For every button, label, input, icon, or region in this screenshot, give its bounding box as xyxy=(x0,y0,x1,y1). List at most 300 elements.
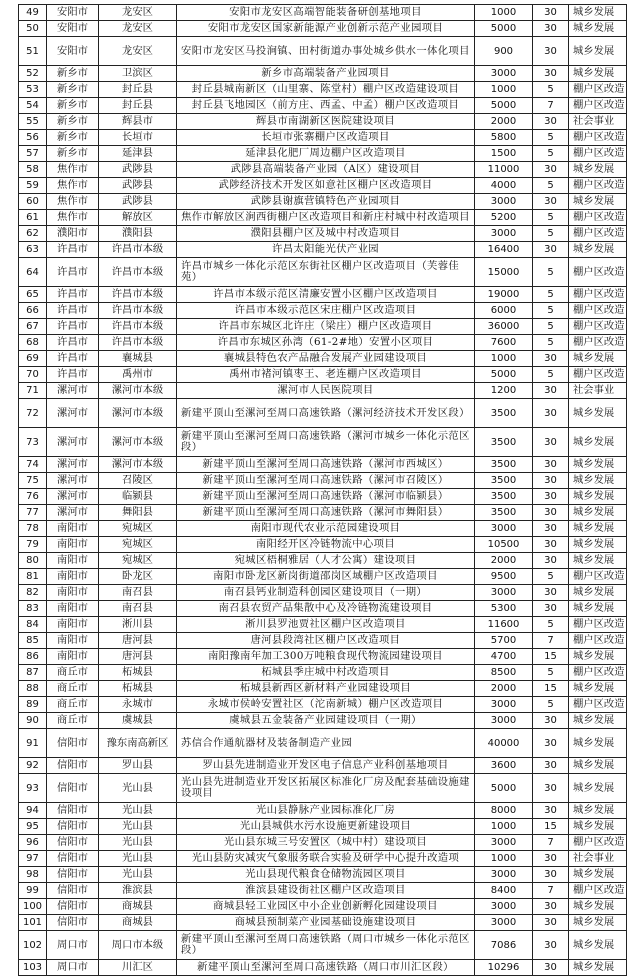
district-cell: 封丘县 xyxy=(99,98,177,114)
category-cell: 城乡发展 xyxy=(569,649,627,665)
years-cell: 30 xyxy=(533,960,569,976)
project-name-cell: 武陟县高端装备产业园（A区）建设项目 xyxy=(177,162,475,178)
district-cell: 武陟县 xyxy=(99,162,177,178)
category-cell: 城乡发展 xyxy=(569,867,627,883)
row-number: 73 xyxy=(19,428,47,457)
row-number: 55 xyxy=(19,114,47,130)
city-cell: 许昌市 xyxy=(47,258,99,287)
amount-cell: 3000 xyxy=(475,867,533,883)
years-cell: 30 xyxy=(533,867,569,883)
category-cell: 棚户区改造 xyxy=(569,98,627,114)
city-cell: 漯河市 xyxy=(47,399,99,428)
city-cell: 南阳市 xyxy=(47,569,99,585)
years-cell: 30 xyxy=(533,21,569,37)
row-number: 76 xyxy=(19,489,47,505)
district-cell: 唐河县 xyxy=(99,649,177,665)
row-number: 77 xyxy=(19,505,47,521)
district-cell: 柘城县 xyxy=(99,681,177,697)
years-cell: 30 xyxy=(533,758,569,774)
district-cell: 虞城县 xyxy=(99,713,177,729)
city-cell: 信阳市 xyxy=(47,867,99,883)
category-cell: 城乡发展 xyxy=(569,162,627,178)
city-cell: 新乡市 xyxy=(47,114,99,130)
amount-cell: 3600 xyxy=(475,758,533,774)
category-cell: 城乡发展 xyxy=(569,21,627,37)
table-row xyxy=(19,428,627,457)
amount-cell: 1000 xyxy=(475,82,533,98)
table-row xyxy=(19,130,627,146)
table-row xyxy=(19,5,627,21)
project-name-cell: 光山县防灾减灾气象服务联合实验及研学中心提升改造项 xyxy=(177,851,475,867)
category-cell: 城乡发展 xyxy=(569,351,627,367)
project-name-cell: 封丘县飞地园区（前方庄、西孟、中孟）棚户区改造项目 xyxy=(177,98,475,114)
city-cell: 商丘市 xyxy=(47,697,99,713)
project-name-cell: 光山县东城三号安置区（城中村）建设项目 xyxy=(177,835,475,851)
district-cell: 许昌市本级 xyxy=(99,287,177,303)
city-cell: 濮阳市 xyxy=(47,226,99,242)
years-cell: 15 xyxy=(533,649,569,665)
category-cell: 城乡发展 xyxy=(569,428,627,457)
years-cell: 30 xyxy=(533,457,569,473)
category-cell: 社会事业 xyxy=(569,114,627,130)
project-name-cell: 苏信合作通航器材及装备制造产业园 xyxy=(177,729,475,758)
city-cell: 信阳市 xyxy=(47,883,99,899)
row-number: 100 xyxy=(19,899,47,915)
years-cell: 5 xyxy=(533,178,569,194)
years-cell: 5 xyxy=(533,210,569,226)
table-row xyxy=(19,82,627,98)
amount-cell: 16400 xyxy=(475,242,533,258)
project-name-cell: 虞城县五金装备产业园建设项目（一期） xyxy=(177,713,475,729)
row-number: 91 xyxy=(19,729,47,758)
row-number: 96 xyxy=(19,835,47,851)
project-name-cell: 焦作市解放区涧西街棚户区改造项目和新庄村城中村改造项目 xyxy=(177,210,475,226)
project-name-cell: 长垣市张寨棚户区改造项目 xyxy=(177,130,475,146)
district-cell: 漯河市本级 xyxy=(99,457,177,473)
amount-cell: 3500 xyxy=(475,457,533,473)
years-cell: 30 xyxy=(533,473,569,489)
project-name-cell: 新建平顶山至漯河至周口高速铁路（周口市城乡一体化示范区段） xyxy=(177,931,475,960)
district-cell: 光山县 xyxy=(99,803,177,819)
city-cell: 南阳市 xyxy=(47,601,99,617)
district-cell: 宛城区 xyxy=(99,521,177,537)
district-cell: 延津县 xyxy=(99,146,177,162)
amount-cell: 3000 xyxy=(475,915,533,931)
category-cell: 棚户区改造 xyxy=(569,303,627,319)
district-cell: 龙安区 xyxy=(99,21,177,37)
project-name-cell: 罗山县先进制造业开发区电子信息产业科创基地项目 xyxy=(177,758,475,774)
table-row xyxy=(19,931,627,960)
table-row xyxy=(19,178,627,194)
city-cell: 信阳市 xyxy=(47,819,99,835)
table-row xyxy=(19,553,627,569)
category-cell: 城乡发展 xyxy=(569,713,627,729)
years-cell: 5 xyxy=(533,319,569,335)
district-cell: 周口市本级 xyxy=(99,931,177,960)
district-cell: 淮滨县 xyxy=(99,883,177,899)
amount-cell: 3500 xyxy=(475,505,533,521)
category-cell: 城乡发展 xyxy=(569,537,627,553)
years-cell: 30 xyxy=(533,803,569,819)
city-cell: 漯河市 xyxy=(47,489,99,505)
district-cell: 漯河市本级 xyxy=(99,428,177,457)
years-cell: 30 xyxy=(533,899,569,915)
amount-cell: 8000 xyxy=(475,803,533,819)
amount-cell: 11600 xyxy=(475,617,533,633)
city-cell: 新乡市 xyxy=(47,66,99,82)
city-cell: 信阳市 xyxy=(47,729,99,758)
district-cell: 南召县 xyxy=(99,585,177,601)
district-cell: 卧龙区 xyxy=(99,569,177,585)
district-cell: 豫东南高新区 xyxy=(99,729,177,758)
row-number: 78 xyxy=(19,521,47,537)
city-cell: 新乡市 xyxy=(47,82,99,98)
city-cell: 信阳市 xyxy=(47,915,99,931)
project-name-cell: 新建平顶山至漯河至周口高速铁路（漯河市城乡一体化示范区段） xyxy=(177,428,475,457)
row-number: 98 xyxy=(19,867,47,883)
table-row xyxy=(19,303,627,319)
district-cell: 封丘县 xyxy=(99,82,177,98)
category-cell: 棚户区改造 xyxy=(569,130,627,146)
project-name-cell: 武陟县谢旗营镇特色产业园项目 xyxy=(177,194,475,210)
table-row xyxy=(19,66,627,82)
category-cell: 社会事业 xyxy=(569,851,627,867)
city-cell: 信阳市 xyxy=(47,851,99,867)
row-number: 59 xyxy=(19,178,47,194)
table-row xyxy=(19,960,627,976)
city-cell: 安阳市 xyxy=(47,5,99,21)
project-name-cell: 武陟经济技术开发区如意社区棚户区改造项目 xyxy=(177,178,475,194)
row-number: 81 xyxy=(19,569,47,585)
category-cell: 城乡发展 xyxy=(569,729,627,758)
years-cell: 30 xyxy=(533,5,569,21)
row-number: 64 xyxy=(19,258,47,287)
amount-cell: 3000 xyxy=(475,66,533,82)
table-row xyxy=(19,21,627,37)
amount-cell: 7086 xyxy=(475,931,533,960)
amount-cell: 5300 xyxy=(475,601,533,617)
row-number: 65 xyxy=(19,287,47,303)
row-number: 70 xyxy=(19,367,47,383)
row-number: 71 xyxy=(19,383,47,399)
city-cell: 信阳市 xyxy=(47,803,99,819)
amount-cell: 1000 xyxy=(475,819,533,835)
district-cell: 许昌市本级 xyxy=(99,303,177,319)
row-number: 82 xyxy=(19,585,47,601)
amount-cell: 2000 xyxy=(475,681,533,697)
row-number: 95 xyxy=(19,819,47,835)
amount-cell: 11000 xyxy=(475,162,533,178)
table-row xyxy=(19,351,627,367)
district-cell: 许昌市本级 xyxy=(99,335,177,351)
amount-cell: 3500 xyxy=(475,473,533,489)
table-row xyxy=(19,37,627,66)
category-cell: 城乡发展 xyxy=(569,758,627,774)
amount-cell: 1500 xyxy=(475,146,533,162)
years-cell: 30 xyxy=(533,915,569,931)
years-cell: 30 xyxy=(533,713,569,729)
amount-cell: 2000 xyxy=(475,553,533,569)
city-cell: 南阳市 xyxy=(47,633,99,649)
city-cell: 周口市 xyxy=(47,931,99,960)
project-name-cell: 柘城县新西区新材料产业园建设项目 xyxy=(177,681,475,697)
years-cell: 30 xyxy=(533,351,569,367)
district-cell: 永城市 xyxy=(99,697,177,713)
amount-cell: 1000 xyxy=(475,851,533,867)
table-row xyxy=(19,713,627,729)
row-number: 63 xyxy=(19,242,47,258)
category-cell: 棚户区改造 xyxy=(569,82,627,98)
project-name-cell: 南阳豫南年加工300万吨粮食现代物流园建设项目 xyxy=(177,649,475,665)
district-cell: 襄城县 xyxy=(99,351,177,367)
table-row xyxy=(19,319,627,335)
city-cell: 漯河市 xyxy=(47,383,99,399)
project-name-cell: 新建平顶山至漯河至周口高速铁路（漯河市西城区） xyxy=(177,457,475,473)
district-cell: 濮阳县 xyxy=(99,226,177,242)
table-row xyxy=(19,803,627,819)
city-cell: 焦作市 xyxy=(47,194,99,210)
project-name-cell: 辉县市南湖新区医院建设项目 xyxy=(177,114,475,130)
category-cell: 棚户区改造 xyxy=(569,146,627,162)
row-number: 66 xyxy=(19,303,47,319)
district-cell: 许昌市本级 xyxy=(99,258,177,287)
years-cell: 30 xyxy=(533,428,569,457)
years-cell: 5 xyxy=(533,335,569,351)
years-cell: 7 xyxy=(533,98,569,114)
project-name-cell: 光山县先进制造业开发区拓展区标准化厂房及配套基础设施建设项目 xyxy=(177,774,475,803)
row-number: 85 xyxy=(19,633,47,649)
category-cell: 棚户区改造 xyxy=(569,883,627,899)
project-name-cell: 新建平顶山至漯河至周口高速铁路（周口市川汇区段） xyxy=(177,960,475,976)
years-cell: 30 xyxy=(533,931,569,960)
row-number: 103 xyxy=(19,960,47,976)
city-cell: 信阳市 xyxy=(47,774,99,803)
project-name-cell: 柘城县季庄城中村改造项目 xyxy=(177,665,475,681)
category-cell: 城乡发展 xyxy=(569,5,627,21)
project-name-cell: 商城县轻工业园区中小企业创新孵化园建设项目 xyxy=(177,899,475,915)
row-number: 57 xyxy=(19,146,47,162)
project-name-cell: 襄城县特色农产品融合发展产业园建设项目 xyxy=(177,351,475,367)
category-cell: 城乡发展 xyxy=(569,774,627,803)
row-number: 53 xyxy=(19,82,47,98)
row-number: 52 xyxy=(19,66,47,82)
table-row xyxy=(19,210,627,226)
amount-cell: 1200 xyxy=(475,383,533,399)
years-cell: 5 xyxy=(533,130,569,146)
city-cell: 焦作市 xyxy=(47,162,99,178)
district-cell: 禹州市 xyxy=(99,367,177,383)
row-number: 69 xyxy=(19,351,47,367)
amount-cell: 900 xyxy=(475,37,533,66)
project-name-cell: 漯河市人民医院项目 xyxy=(177,383,475,399)
amount-cell: 15000 xyxy=(475,258,533,287)
table-row xyxy=(19,915,627,931)
category-cell: 城乡发展 xyxy=(569,819,627,835)
amount-cell: 3000 xyxy=(475,835,533,851)
row-number: 92 xyxy=(19,758,47,774)
table-row xyxy=(19,114,627,130)
table-row xyxy=(19,697,627,713)
category-cell: 棚户区改造 xyxy=(569,569,627,585)
category-cell: 棚户区改造 xyxy=(569,178,627,194)
city-cell: 许昌市 xyxy=(47,367,99,383)
category-cell: 城乡发展 xyxy=(569,585,627,601)
project-name-cell: 商城县预制菜产业园基础设施建设项目 xyxy=(177,915,475,931)
district-cell: 召陵区 xyxy=(99,473,177,489)
years-cell: 7 xyxy=(533,883,569,899)
project-name-cell: 宛城区梧桐雅居（人才公寓）建设项目 xyxy=(177,553,475,569)
city-cell: 信阳市 xyxy=(47,835,99,851)
district-cell: 漯河市本级 xyxy=(99,399,177,428)
years-cell: 30 xyxy=(533,162,569,178)
row-number: 101 xyxy=(19,915,47,931)
years-cell: 30 xyxy=(533,585,569,601)
amount-cell: 5000 xyxy=(475,98,533,114)
district-cell: 南召县 xyxy=(99,601,177,617)
row-number: 60 xyxy=(19,194,47,210)
category-cell: 城乡发展 xyxy=(569,473,627,489)
category-cell: 棚户区改造 xyxy=(569,665,627,681)
row-number: 68 xyxy=(19,335,47,351)
city-cell: 安阳市 xyxy=(47,21,99,37)
table-row xyxy=(19,665,627,681)
project-name-cell: 淅川县罗池贾社区棚户区改造项目 xyxy=(177,617,475,633)
table-row xyxy=(19,774,627,803)
amount-cell: 3000 xyxy=(475,521,533,537)
table-row xyxy=(19,601,627,617)
project-name-cell: 光山县静脉产业园标准化厂房 xyxy=(177,803,475,819)
table-row xyxy=(19,194,627,210)
years-cell: 7 xyxy=(533,835,569,851)
district-cell: 光山县 xyxy=(99,774,177,803)
amount-cell: 5700 xyxy=(475,633,533,649)
project-name-cell: 禹州市褚河镇枣王、老连棚户区改造项目 xyxy=(177,367,475,383)
years-cell: 30 xyxy=(533,505,569,521)
district-cell: 辉县市 xyxy=(99,114,177,130)
project-name-cell: 南阳市卧龙区新岗街道邵岗区域棚户区改造项目 xyxy=(177,569,475,585)
district-cell: 宛城区 xyxy=(99,553,177,569)
city-cell: 新乡市 xyxy=(47,98,99,114)
city-cell: 信阳市 xyxy=(47,899,99,915)
city-cell: 南阳市 xyxy=(47,521,99,537)
amount-cell: 10296 xyxy=(475,960,533,976)
years-cell: 30 xyxy=(533,114,569,130)
district-cell: 唐河县 xyxy=(99,633,177,649)
city-cell: 焦作市 xyxy=(47,178,99,194)
district-cell: 临颍县 xyxy=(99,489,177,505)
years-cell: 30 xyxy=(533,729,569,758)
row-number: 97 xyxy=(19,851,47,867)
district-cell: 漯河市本级 xyxy=(99,383,177,399)
row-number: 86 xyxy=(19,649,47,665)
years-cell: 30 xyxy=(533,774,569,803)
category-cell: 城乡发展 xyxy=(569,457,627,473)
district-cell: 解放区 xyxy=(99,210,177,226)
city-cell: 许昌市 xyxy=(47,351,99,367)
amount-cell: 5000 xyxy=(475,367,533,383)
category-cell: 棚户区改造 xyxy=(569,210,627,226)
amount-cell: 3000 xyxy=(475,713,533,729)
category-cell: 棚户区改造 xyxy=(569,367,627,383)
table-row xyxy=(19,819,627,835)
amount-cell: 19000 xyxy=(475,287,533,303)
years-cell: 15 xyxy=(533,681,569,697)
amount-cell: 3500 xyxy=(475,489,533,505)
row-number: 79 xyxy=(19,537,47,553)
city-cell: 南阳市 xyxy=(47,617,99,633)
district-cell: 光山县 xyxy=(99,867,177,883)
category-cell: 城乡发展 xyxy=(569,399,627,428)
table-row xyxy=(19,162,627,178)
table-row xyxy=(19,489,627,505)
years-cell: 5 xyxy=(533,697,569,713)
city-cell: 南阳市 xyxy=(47,537,99,553)
project-name-cell: 许昌市城乡一体化示范区东街社区棚户区改造项目（芙蓉佳苑） xyxy=(177,258,475,287)
city-cell: 信阳市 xyxy=(47,758,99,774)
city-cell: 漯河市 xyxy=(47,505,99,521)
amount-cell: 8500 xyxy=(475,665,533,681)
category-cell: 城乡发展 xyxy=(569,803,627,819)
years-cell: 5 xyxy=(533,665,569,681)
years-cell: 5 xyxy=(533,303,569,319)
table-row xyxy=(19,258,627,287)
table-row xyxy=(19,146,627,162)
project-name-cell: 许昌市本级示范区宋庄棚户区改造项目 xyxy=(177,303,475,319)
table-row xyxy=(19,226,627,242)
years-cell: 30 xyxy=(533,851,569,867)
row-number: 56 xyxy=(19,130,47,146)
project-name-cell: 许昌太阳能光伏产业园 xyxy=(177,242,475,258)
project-name-cell: 新建平顶山至漯河至周口高速铁路（漯河市临颍县） xyxy=(177,489,475,505)
table-row xyxy=(19,851,627,867)
table-row xyxy=(19,505,627,521)
table-row xyxy=(19,883,627,899)
district-cell: 柘城县 xyxy=(99,665,177,681)
district-cell: 龙安区 xyxy=(99,5,177,21)
table-row xyxy=(19,383,627,399)
amount-cell: 5800 xyxy=(475,130,533,146)
district-cell: 光山县 xyxy=(99,819,177,835)
row-number: 62 xyxy=(19,226,47,242)
row-number: 83 xyxy=(19,601,47,617)
district-cell: 长垣市 xyxy=(99,130,177,146)
project-name-cell: 许昌市东城区北许庄（梁庄）棚户区改造项目 xyxy=(177,319,475,335)
city-cell: 漯河市 xyxy=(47,473,99,489)
district-cell: 宛城区 xyxy=(99,537,177,553)
district-cell: 龙安区 xyxy=(99,37,177,66)
amount-cell: 3000 xyxy=(475,226,533,242)
city-cell: 新乡市 xyxy=(47,146,99,162)
table-row xyxy=(19,242,627,258)
category-cell: 城乡发展 xyxy=(569,553,627,569)
category-cell: 城乡发展 xyxy=(569,521,627,537)
row-number: 49 xyxy=(19,5,47,21)
category-cell: 城乡发展 xyxy=(569,915,627,931)
years-cell: 5 xyxy=(533,82,569,98)
project-name-cell: 光山县城供水污水设施更新建设项目 xyxy=(177,819,475,835)
amount-cell: 3000 xyxy=(475,585,533,601)
years-cell: 5 xyxy=(533,226,569,242)
row-number: 50 xyxy=(19,21,47,37)
project-name-cell: 光山县现代粮食仓储物流园区项目 xyxy=(177,867,475,883)
table-row xyxy=(19,457,627,473)
city-cell: 南阳市 xyxy=(47,585,99,601)
row-number: 51 xyxy=(19,37,47,66)
project-name-cell: 新建平顶山至漯河至周口高速铁路（漯河市召陵区） xyxy=(177,473,475,489)
category-cell: 棚户区改造 xyxy=(569,287,627,303)
project-name-cell: 封丘县城南新区（山里寨、陈堂村）棚户区改造建设项目 xyxy=(177,82,475,98)
years-cell: 5 xyxy=(533,569,569,585)
